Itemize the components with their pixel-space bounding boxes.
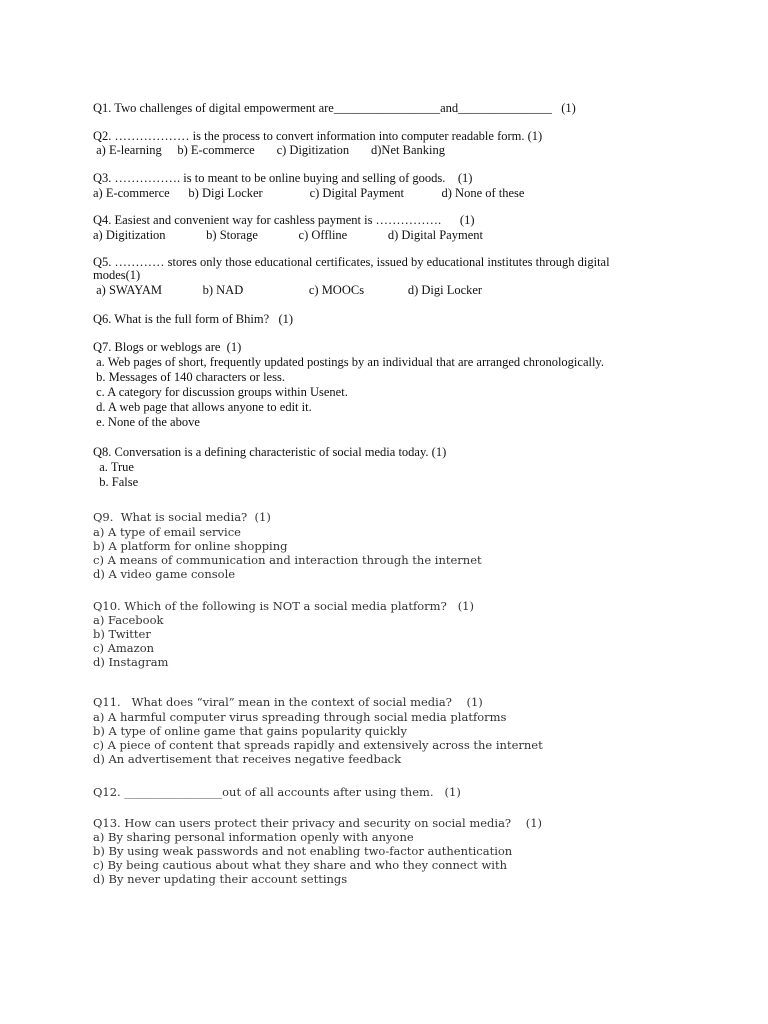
option-b: b) A type of online game that gains popularity quickly bbox=[93, 724, 407, 738]
question-stem: Q11. What does “viral” mean in the context of social media? (1) bbox=[93, 695, 483, 709]
option-a: a) A type of email service bbox=[93, 525, 241, 539]
option-c: c. A category for discussion groups within Usenet. bbox=[93, 385, 348, 399]
question-stem: Q8. Conversation is a defining characteristic of social media today. (1) bbox=[93, 445, 447, 459]
option-b: b) Twitter bbox=[93, 627, 151, 641]
option-b: b. Messages of 140 characters or less. bbox=[93, 370, 285, 384]
option-d: d) By never updating their account settings bbox=[93, 872, 348, 886]
option-b: b. False bbox=[93, 475, 139, 489]
option-c: c) By being cautious about what they share and who they connect with bbox=[93, 858, 508, 872]
option-a: a) Facebook bbox=[93, 613, 164, 627]
option-e: e. None of the above bbox=[93, 415, 200, 429]
answer-options: a) Digitization b) Storage c) Offline d) Digital Payment bbox=[93, 228, 483, 242]
question-2 bbox=[93, 129, 653, 158]
question-13 bbox=[93, 816, 653, 886]
question-11 bbox=[93, 695, 653, 766]
question-stem: Q2. ……………… is the process to convert information into computer readable form. (1) bbox=[93, 129, 543, 143]
option-a: a. True bbox=[93, 460, 134, 474]
question-5 bbox=[93, 256, 638, 298]
option-a: a) By sharing personal information openly with anyone bbox=[93, 830, 414, 844]
option-a: a) A harmful computer virus spreading through social media platforms bbox=[93, 710, 507, 724]
answer-options: a) E-learning b) E-commerce c) Digitization d)Net Banking bbox=[93, 143, 445, 157]
option-d: d) An advertisement that receives negative feedback bbox=[93, 752, 402, 766]
question-3 bbox=[93, 171, 653, 201]
option-c: c) A means of communication and interaction through the internet bbox=[93, 553, 482, 567]
question-stem: Q4. Easiest and convenient way for cashless payment is ……………. (1) bbox=[93, 213, 475, 227]
question-stem: Q12. _________________out of all accounts after using them. (1) bbox=[93, 785, 461, 799]
question-7 bbox=[93, 340, 653, 430]
question-stem: Q5. ………… stores only those educational certificates, issued by educational institutes through digital modes(1) bbox=[93, 255, 610, 282]
question-stem: Q6. What is the full form of Bhim? (1) bbox=[93, 312, 294, 326]
option-b: b) A platform for online shopping bbox=[93, 539, 288, 553]
question-stem: Q7. Blogs or weblogs are (1) bbox=[93, 340, 242, 354]
question-1 bbox=[93, 101, 653, 116]
question-6 bbox=[93, 312, 653, 327]
option-c: c) A piece of content that spreads rapidly and extensively across the internet bbox=[93, 738, 543, 752]
question-4 bbox=[93, 213, 653, 243]
question-8 bbox=[93, 445, 653, 490]
option-c: c) Amazon bbox=[93, 641, 155, 655]
question-10 bbox=[93, 599, 653, 669]
question-stem: Q3. ……………. is to meant to be online buying and selling of goods. (1) bbox=[93, 171, 473, 185]
option-d: d) Instagram bbox=[93, 655, 169, 669]
answer-options: a) E-commerce b) Digi Locker c) Digital Payment d) None of these bbox=[93, 186, 525, 200]
question-12 bbox=[93, 785, 653, 799]
question-stem: Q9. What is social media? (1) bbox=[93, 510, 271, 524]
option-d: d. A web page that allows anyone to edit it. bbox=[93, 400, 312, 414]
option-a: a. Web pages of short, frequently updated postings by an individual that are arranged chronologically. bbox=[93, 355, 604, 369]
answer-options: a) SWAYAM b) NAD c) MOOCs d) Digi Locker bbox=[93, 283, 483, 297]
question-stem: Q10. Which of the following is NOT a social media platform? (1) bbox=[93, 599, 474, 613]
question-9 bbox=[93, 510, 653, 581]
option-b: b) By using weak passwords and not enabling two-factor authentication bbox=[93, 844, 513, 858]
question-stem: Q13. How can users protect their privacy and security on social media? (1) bbox=[93, 816, 543, 830]
question-stem: Q1. Two challenges of digital empowerment are_________________and_______________ (1) bbox=[93, 101, 576, 115]
option-d: d) A video game console bbox=[93, 567, 236, 581]
